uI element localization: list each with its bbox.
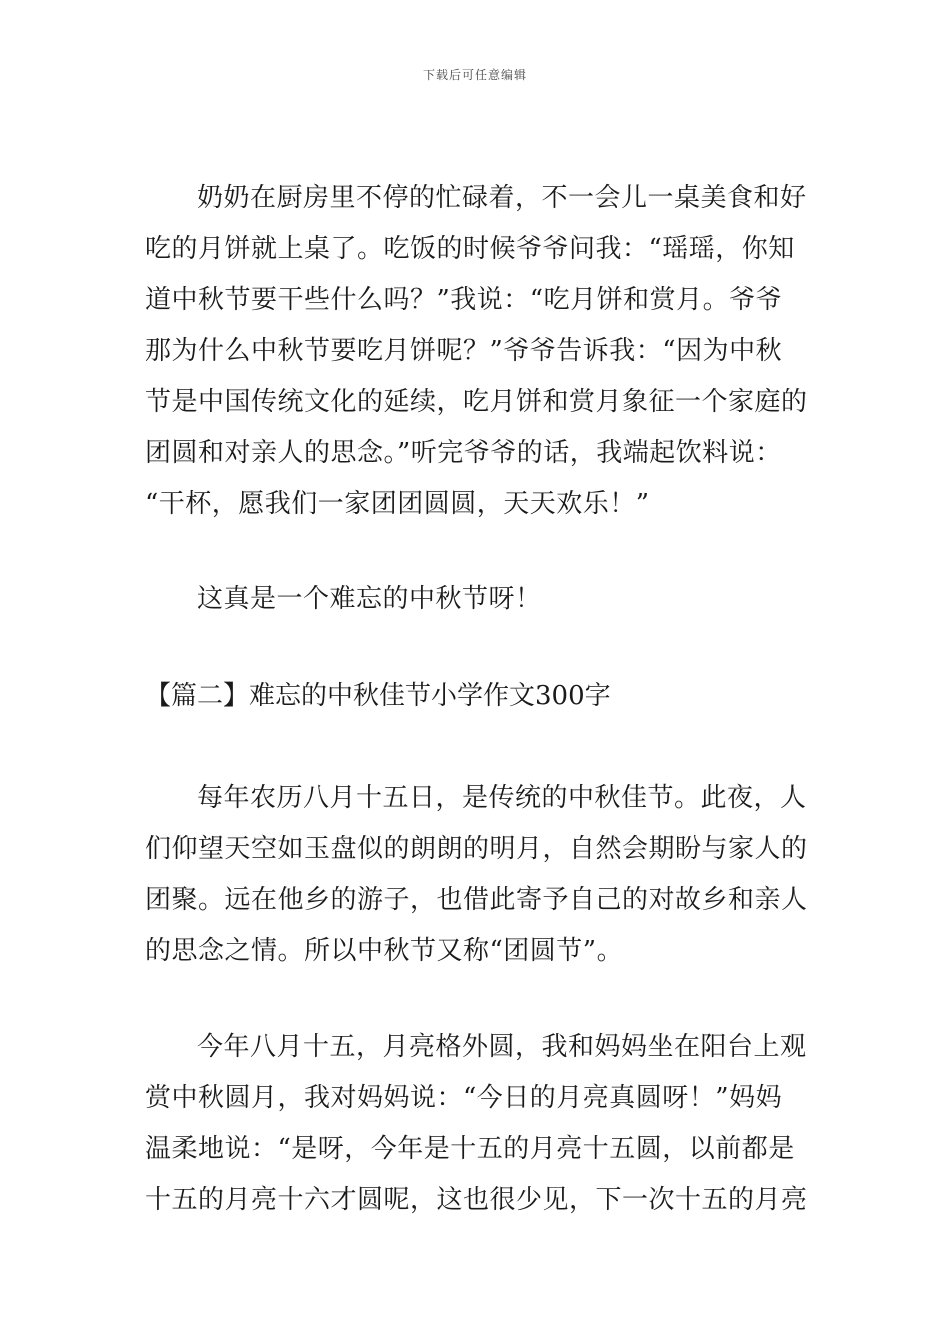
paragraph-line: 团圆和对亲人的思念。”听完爷爷的话，我端起饮料说：: [145, 438, 782, 468]
paragraph-line: 节是中国传统文化的延续，吃月饼和赏月象征一个家庭的: [145, 387, 808, 417]
paragraph-line: 温柔地说：“是呀，今年是十五的月亮十五圆，以前都是: [145, 1134, 795, 1164]
paragraph-line: 的思念之情。所以中秋节又称“团圆节”。: [145, 936, 624, 966]
paragraph-line: 赏中秋圆月，我对妈妈说：“今日的月亮真圆呀！”妈妈: [145, 1083, 783, 1113]
paragraph-line: 每年农历八月十五日，是传统的中秋佳节。此夜，人: [197, 783, 807, 813]
paragraph-line: “干杯，愿我们一家团团圆圆，天天欢乐！”: [145, 489, 650, 519]
paragraph-line: 团聚。远在他乡的游子，也借此寄予自己的对故乡和亲人: [145, 885, 808, 915]
paragraph-line: 十五的月亮十六才圆呢，这也很少见，下一次十五的月亮: [145, 1185, 808, 1215]
paragraph-line: 今年八月十五，月亮格外圆，我和妈妈坐在阳台上观: [197, 1032, 807, 1062]
paragraph-line: 奶奶在厨房里不停的忙碌着，不一会儿一桌美食和好: [197, 183, 807, 213]
section-heading: 【篇二】难忘的中秋佳节小学作文300字: [145, 681, 611, 711]
paragraph-3: [145, 773, 808, 977]
paragraph-line: 吃的月饼就上桌了。吃饭的时候爷爷问我：“瑶瑶，你知: [145, 234, 795, 264]
paragraph-2: [145, 574, 805, 625]
header-note: 下载后可任意编辑: [422, 68, 527, 82]
paragraph-line: 那为什么中秋节要吃月饼呢？”爷爷告诉我：“因为中秋: [145, 336, 783, 366]
paragraph-line: 道中秋节要干些什么吗？”我说：“吃月饼和赏月。爷爷: [145, 285, 783, 315]
paragraph-line: 这真是一个难忘的中秋节呀！: [197, 584, 542, 614]
paragraph-4: [145, 1022, 808, 1226]
paragraph-line: 们仰望天空如玉盘似的朗朗的明月，自然会期盼与家人的: [145, 834, 808, 864]
paragraph-1: [145, 173, 808, 530]
